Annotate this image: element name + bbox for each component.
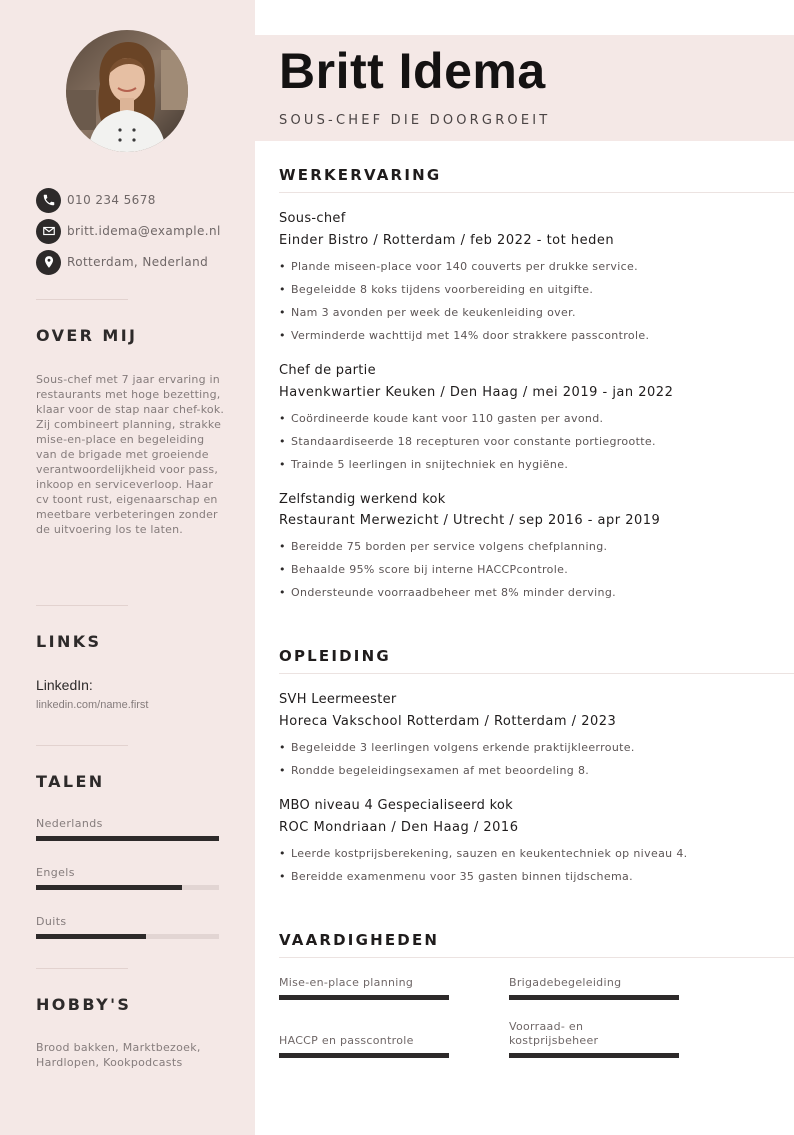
phone-number: 010 234 5678 (67, 193, 156, 207)
skill-bar (509, 1053, 679, 1058)
job-title: Chef de partie (279, 363, 376, 378)
skills-heading: VAARDIGHEDEN (279, 931, 440, 949)
person-name: Britt Idema (279, 43, 546, 99)
bullet-text: Behaalde 95% score bij interne HACCPcontrole. (291, 563, 569, 576)
hobbies-text: Brood bakken, Marktbezoek, Hardlopen, Kookpodcasts (36, 1041, 201, 1069)
skill-bar (279, 1053, 449, 1058)
skill-name: Mise-en-place planning (279, 976, 414, 989)
experience-heading: WERKERVARING (279, 166, 442, 184)
contact-location (36, 249, 208, 275)
skill-name: HACCP en passcontrole (279, 1034, 414, 1047)
divider (36, 745, 128, 746)
bullet-text: Coördineerde koude kant voor 110 gasten per avond. (291, 412, 604, 425)
divider (36, 968, 128, 969)
education-school: Horeca Vakschool Rotterdam / Rotterdam / 2023 (279, 714, 617, 729)
education-title: MBO niveau 4 Gespecialiseerd kok (279, 798, 514, 813)
job-bullet: • Plande miseen-place voor 140 couverts per drukke service. (279, 260, 638, 273)
bullet-text: Ondersteunde voorraadbeheer met 8% minder derving. (291, 586, 617, 599)
person-role: SOUS-CHEF DIE DOORGROEIT (279, 113, 551, 128)
bullet-text: Bereidde examenmenu voor 35 gasten binnen tijdschema. (291, 870, 633, 883)
job-bullet: • Begeleidde 8 koks tijdens voorbereiding en uitgifte. (279, 283, 594, 296)
education-bullet: • Begeleidde 3 leerlingen volgens erkende praktijkleerroute. (279, 741, 635, 754)
job-bullet: • Bereidde 75 borden per service volgens chefplanning. (279, 540, 608, 553)
job-employer: Restaurant Merwezicht / Utrecht / sep 2016 - apr 2019 (279, 513, 661, 528)
skill-name: Voorraad- en kostprijsbeheer (509, 1020, 599, 1047)
language-level-fill (36, 885, 182, 890)
job-bullet: • Verminderde wachttijd met 14% door strakkere passcontrole. (279, 329, 650, 342)
education-bullet: • Rondde begeleidingsexamen af met beoordeling 8. (279, 764, 590, 777)
job-bullet: • Standaardiseerde 18 recepturen voor constante portiegrootte. (279, 435, 656, 448)
bullet-text: Leerde kostprijsberekening, sauzen en keukentechniek op niveau 4. (291, 847, 688, 860)
bullet-text: Bereidde 75 borden per service volgens chefplanning. (291, 540, 608, 553)
main-content (255, 0, 794, 1135)
divider (36, 605, 128, 606)
education-school: ROC Mondriaan / Den Haag / 2016 (279, 820, 519, 835)
about-heading: OVER MIJ (36, 326, 138, 345)
section-rule (279, 192, 794, 193)
job-bullet: • Coördineerde koude kant voor 110 gasten per avond. (279, 412, 604, 425)
linkedin-label: LinkedIn: (36, 677, 93, 693)
languages-heading: TALEN (36, 772, 105, 791)
job-employer: Havenkwartier Keuken / Den Haag / mei 2019 - jan 2022 (279, 385, 674, 400)
email-address[interactable]: britt.idema@example.nl (67, 224, 221, 238)
job-bullet: • Trainde 5 leerlingen in snijtechniek en hygiëne. (279, 458, 569, 471)
language-level-bar (36, 934, 219, 939)
language-level-fill (36, 934, 146, 939)
phone-icon (36, 188, 61, 213)
language-name: Duits (36, 915, 67, 928)
section-rule (279, 673, 794, 674)
hobbies-heading: HOBBY'S (36, 995, 132, 1014)
skill-bar (279, 995, 449, 1000)
contact-email (36, 218, 221, 244)
skill-name: Brigadebegeleiding (509, 976, 622, 989)
education-heading: OPLEIDING (279, 647, 391, 665)
language-name: Nederlands (36, 817, 103, 830)
education-bullet: • Leerde kostprijsberekening, sauzen en keukentechniek op niveau 4. (279, 847, 688, 860)
profile-photo (66, 30, 188, 152)
job-bullet: • Behaalde 95% score bij interne HACCPcontrole. (279, 563, 569, 576)
about-text: Sous-chef met 7 jaar ervaring in restaurants met hoge bezetting, klaar voor de stap naar chef-kok. Zij combineert planning, strakke mise-en-place en begeleiding van de brigade met groeiende verantwoordelijkheid voor pass, inkoop en serviceverloop. Haar cv toont rust, eigenaarschap en meetbare verbeteringen zonder de uitvoering los te laten. (36, 373, 225, 536)
language-level-fill (36, 836, 219, 841)
language-level-bar (36, 885, 219, 890)
contact-phone (36, 187, 156, 213)
language-level-bar (36, 836, 219, 841)
section-rule (279, 957, 794, 958)
education-title: SVH Leermeester (279, 692, 397, 707)
bullet-text: Trainde 5 leerlingen in snijtechniek en hygiëne. (291, 458, 569, 471)
language-name: Engels (36, 866, 75, 879)
skill-bar (509, 995, 679, 1000)
sidebar (0, 0, 255, 1135)
bullet-text: Nam 3 avonden per week de keukenleiding over. (291, 306, 576, 319)
education-bullet: • Bereidde examenmenu voor 35 gasten binnen tijdschema. (279, 870, 633, 883)
job-bullet: • Nam 3 avonden per week de keukenleiding over. (279, 306, 576, 319)
divider (36, 299, 128, 300)
bullet-text: Plande miseen-place voor 140 couverts per drukke service. (291, 260, 638, 273)
job-title: Sous-chef (279, 211, 346, 226)
linkedin-link[interactable]: linkedin.com/name.first (36, 699, 149, 711)
email-icon (36, 219, 61, 244)
bullet-text: Rondde begeleidingsexamen af met beoordeling 8. (291, 764, 590, 777)
bullet-text: Standaardiseerde 18 recepturen voor constante portiegrootte. (291, 435, 656, 448)
links-heading: LINKS (36, 632, 102, 651)
location-pin-icon (36, 250, 61, 275)
bullet-text: Begeleidde 8 koks tijdens voorbereiding en uitgifte. (291, 283, 594, 296)
location-text: Rotterdam, Nederland (67, 255, 209, 269)
job-bullet: • Ondersteunde voorraadbeheer met 8% minder derving. (279, 586, 617, 599)
job-title: Zelfstandig werkend kok (279, 492, 446, 507)
bullet-text: Begeleidde 3 leerlingen volgens erkende praktijkleerroute. (291, 741, 635, 754)
chef-portrait-image (66, 30, 188, 152)
bullet-text: Verminderde wachttijd met 14% door strakkere passcontrole. (291, 329, 650, 342)
job-employer: Einder Bistro / Rotterdam / feb 2022 - tot heden (279, 233, 615, 248)
